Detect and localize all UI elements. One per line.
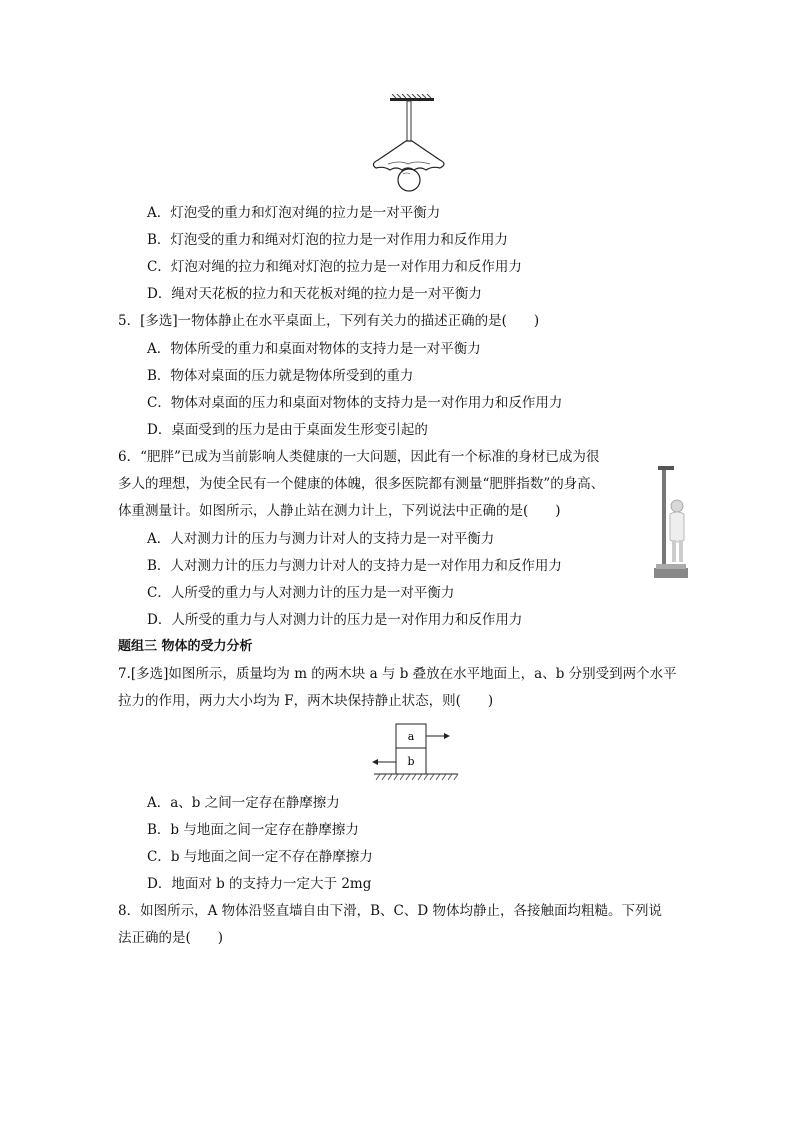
q8-stem-line-1: 8．如图所示，A 物体沿竖直墙自由下滑，B、C、D 物体均静止，各接触面均粗糙。下列说 xyxy=(118,903,662,919)
q6-stem-line-1: 6．“肥胖”已成为当前影响人类健康的一大问题，因此有一个标准的身材已成为很 xyxy=(118,449,600,465)
q7-stem-line-1: 7.[多选]如图所示，质量均为 m 的两木块 a 与 b 叠放在水平地面上，a、b 分别受到两个水平 xyxy=(118,666,677,682)
q6-option-d: D．人所受的重力与人对测力计的压力是一对作用力和反作用力 xyxy=(147,612,523,628)
q5-option-b: B．物体对桌面的压力就是物体所受到的重力 xyxy=(147,368,414,384)
section-heading: 题组三 物体的受力分析 xyxy=(118,639,253,654)
q7-option-a: A．a、b 之间一定存在静摩擦力 xyxy=(147,795,340,811)
q6-stem-line-3: 体重测量计。如图所示，人静止站在测力计上，下列说法中正确的是( ) xyxy=(118,503,561,519)
q8-stem-line-2: 法正确的是( ) xyxy=(118,930,224,946)
q5-stem: 5．[多选]一物体静止在水平桌面上，下列有关力的描述正确的是( ) xyxy=(118,313,540,329)
q7-stem-line-2: 拉力的作用，两力大小均为 F，两木块保持静止状态，则( ) xyxy=(118,693,494,709)
q5-option-c: C．物体对桌面的压力和桌面对物体的支持力是一对作用力和反作用力 xyxy=(147,395,563,411)
q5-option-d: D．桌面受到的压力是由于桌面发生形变引起的 xyxy=(147,422,428,438)
block-b-label: b xyxy=(407,755,415,768)
q5-option-a: A．物体所受的重力和桌面对物体的支持力是一对平衡力 xyxy=(147,341,481,357)
q6-option-b: B．人对测力计的压力与测力计对人的支持力是一对作用力和反作用力 xyxy=(147,558,562,574)
q4-option-c: C．灯泡对绳的拉力和绳对灯泡的拉力是一对作用力和反作用力 xyxy=(147,259,522,275)
q6-stem-line-2: 多人的理想，为使全民有一个健康的体魄，很多医院都有测量“肥胖指数”的身高、 xyxy=(118,476,605,492)
q7-option-c: C．b 与地面之间一定不存在静摩擦力 xyxy=(147,849,373,865)
q6-option-a: A．人对测力计的压力与测力计对人的支持力是一对平衡力 xyxy=(147,531,495,547)
q4-option-a: A．灯泡受的重力和灯泡对绳的拉力是一对平衡力 xyxy=(147,205,441,221)
lamp-figure xyxy=(360,94,460,194)
block-a-label: a xyxy=(407,730,415,743)
q4-option-b: B．灯泡受的重力和绳对灯泡的拉力是一对作用力和反作用力 xyxy=(147,232,508,248)
stacked-blocks-figure xyxy=(366,722,462,786)
q6-option-c: C．人所受的重力与人对测力计的压力是一对平衡力 xyxy=(147,585,455,601)
q7-option-d: D．地面对 b 的支持力一定大于 2mg xyxy=(147,876,372,892)
q4-option-d: D．绳对天花板的拉力和天花板对绳的拉力是一对平衡力 xyxy=(147,286,482,302)
q7-option-b: B．b 与地面之间一定存在静摩擦力 xyxy=(147,822,359,838)
height-weight-scale-figure xyxy=(650,460,690,580)
